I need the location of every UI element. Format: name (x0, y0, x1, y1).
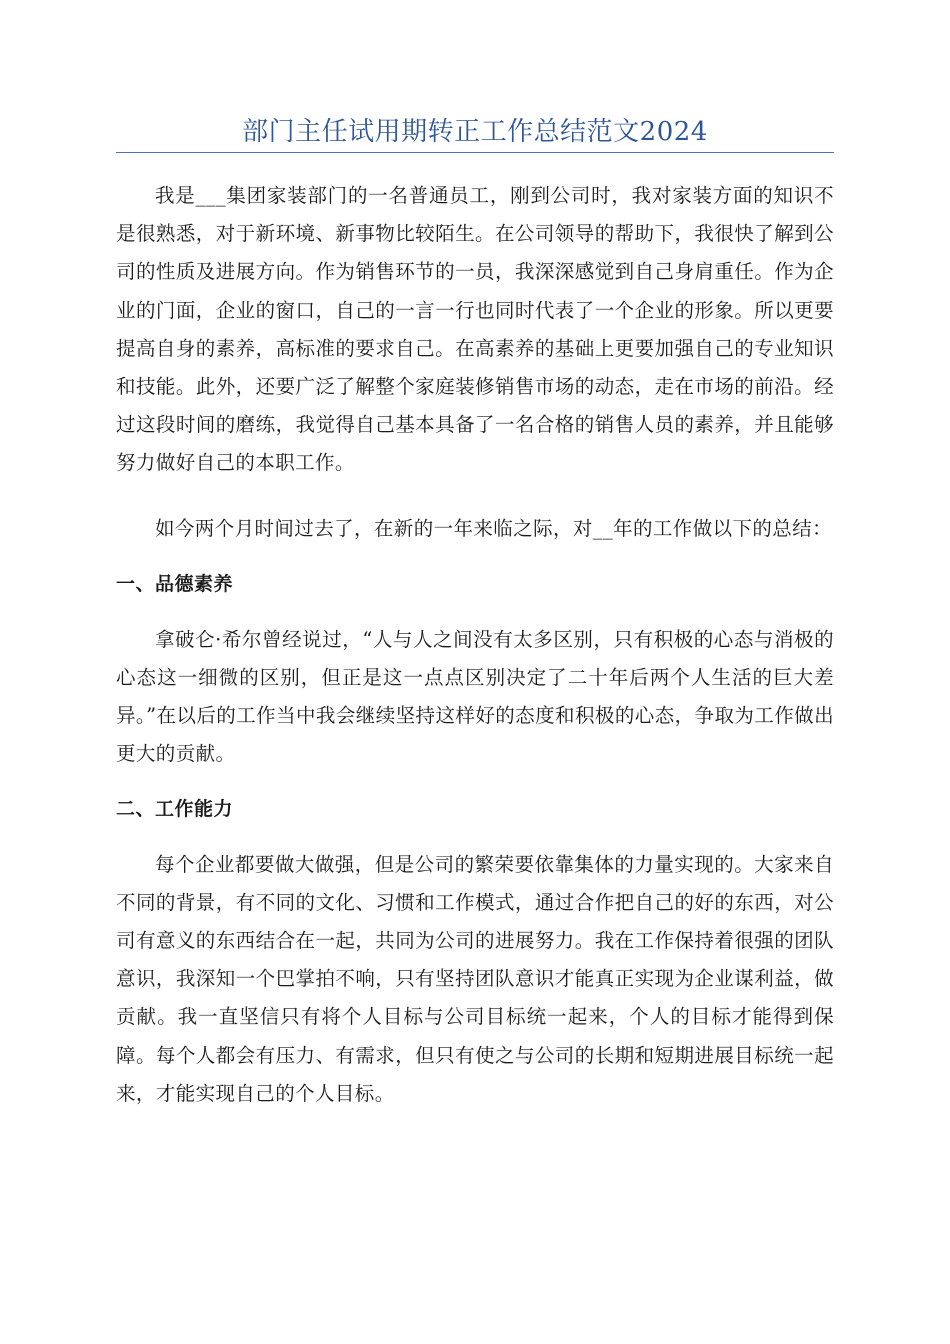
section-heading-morality: 一、品德素养 (116, 572, 234, 595)
summary-intro-paragraph: 如今两个月时间过去了，在新的一年来临之际，对__年的工作做以下的总结： (155, 516, 833, 540)
morality-paragraph: 拿破仑·希尔曾经说过，“人与人之间没有太多区别，只有积极的心态与消极的心态这一细微的区别，但正是这一点点区别决定了二十年后两个人生活的巨大差异。”在以后的工作当中我会继续坚持这样好的态度和积极的心态，争取为工作做出更大的贡献。 (116, 627, 834, 766)
document-page (116, 0, 834, 1113)
document-title: 部门主任试用期转正工作总结范文2024 (242, 117, 708, 147)
ability-paragraph: 每个企业都要做大做强，但是公司的繁荣要依靠集体的力量实现的。大家来自不同的背景，有不同的文化、习惯和工作模式，通过合作把自己的好的东西，对公司有意义的东西结合在一起，共同为公司的进展努力。我在工作保持着很强的团队意识，我深知一个巴掌拍不响，只有坚持团队意识才能真正实现为企业谋利益，做贡献。我一直坚信只有将个人目标与公司目标统一起来，个人的目标才能得到保障。每个人都会有压力、有需求，但只有使之与公司的长期和短期进展目标统一起来，才能实现自己的个人目标。 (116, 852, 834, 1105)
section-heading-ability: 二、工作能力 (116, 797, 234, 820)
intro-paragraph: 我是___集团家装部门的一名普通员工，刚到公司时，我对家装方面的知识不是很熟悉，对于新环境、新事物比较陌生。在公司领导的帮助下，我很快了解到公司的性质及进展方向。作为销售环节的一员，我深深感觉到自己身肩重任。作为企业的门面，企业的窗口，自己的一言一行也同时代表了一个企业的形象。所以更要提高自身的素养，高标准的要求自己。在高素养的基础上更要加强自己的专业知识和技能。此外，还要广泛了解整个家庭装修销售市场的动态，走在市场的前沿。经过这段时间的磨练，我觉得自己基本具备了一名合格的销售人员的素养，并且能够努力做好自己的本职工作。 (116, 184, 834, 475)
title-underline (116, 152, 834, 153)
